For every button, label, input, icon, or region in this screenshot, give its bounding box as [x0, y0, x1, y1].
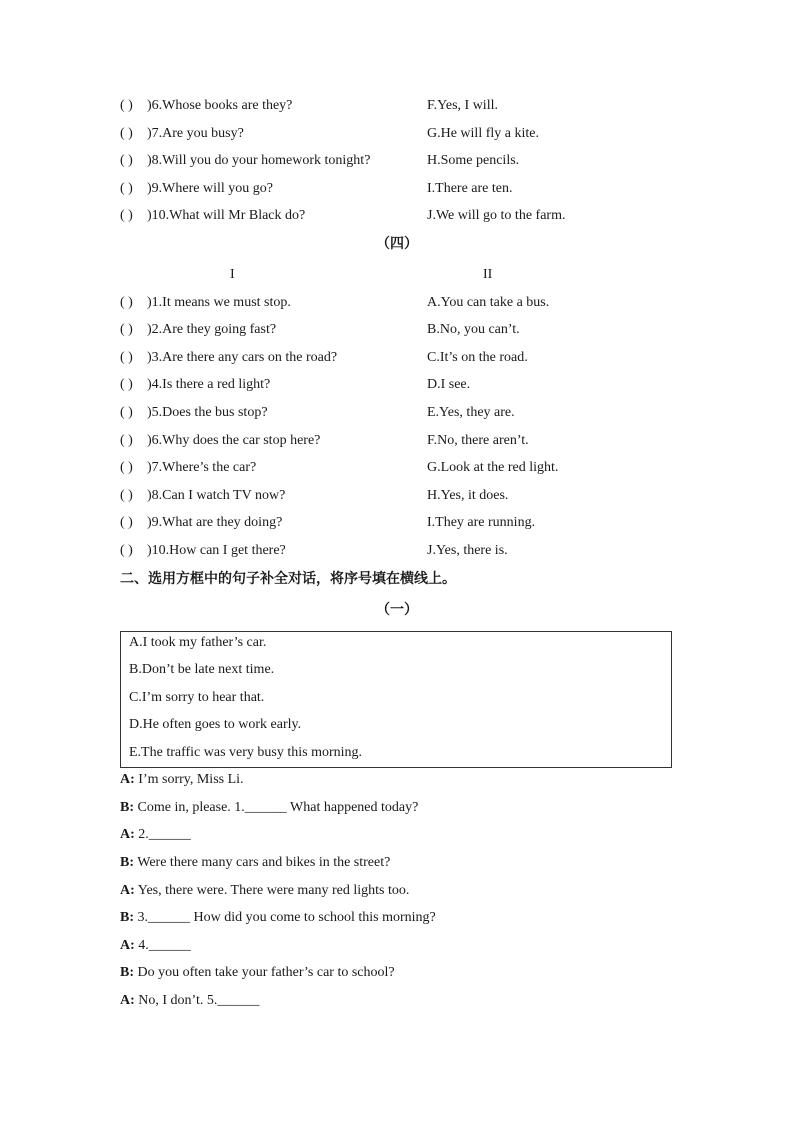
answer-blank[interactable]: ( ) [120, 350, 133, 365]
question-text: )6.Why does the car stop here? [147, 433, 321, 448]
answer-blank[interactable]: ( ) [120, 377, 133, 392]
answer-blank[interactable]: ( ) [120, 295, 133, 310]
option-item: D.He often goes to work early. [129, 717, 302, 732]
dialogue-text: Were there many cars and bikes in the street? [134, 855, 391, 870]
dialogue-text: 2.______ [134, 827, 191, 842]
dialogue-line [120, 824, 191, 846]
answer-option: B.No, you can’t. [427, 322, 520, 337]
question-text: )5.Does the bus stop? [147, 405, 268, 420]
match-row [120, 457, 680, 479]
question-text: )10.How can I get there? [147, 543, 286, 558]
answer-option: I.They are running. [427, 515, 536, 530]
match-row [120, 205, 680, 227]
speaker-label: B: [120, 800, 134, 815]
match-row [120, 485, 680, 507]
dialogue-text: 4.______ [134, 938, 191, 953]
question-text: )3.Are there any cars on the road? [147, 350, 338, 365]
answer-blank[interactable]: ( ) [120, 98, 133, 113]
answer-option: H.Yes, it does. [427, 488, 509, 503]
speaker-label: A: [120, 938, 135, 953]
column-header-2: II [483, 267, 493, 282]
match-row [120, 95, 680, 117]
speaker-label: A: [120, 883, 135, 898]
speaker-label: A: [120, 993, 135, 1008]
sub-heading: （一） [376, 602, 418, 618]
question-text: )7.Where’s the car? [147, 460, 257, 475]
answer-option: A.You can take a bus. [427, 295, 550, 310]
answer-blank[interactable]: ( ) [120, 433, 133, 448]
answer-option: H.Some pencils. [427, 153, 520, 168]
dialogue-line [120, 769, 244, 791]
question-text: )2.Are they going fast? [147, 322, 277, 337]
dialogue-text: Do you often take your father’s car to school? [134, 965, 395, 980]
answer-option: J.We will go to the farm. [427, 208, 566, 223]
dialogue-text: Come in, please. 1.______ What happened today? [134, 800, 419, 815]
dialogue-text: No, I don’t. 5.______ [134, 993, 260, 1008]
dialogue-line [120, 990, 259, 1012]
answer-option: F.No, there aren’t. [427, 433, 529, 448]
dialogue-line [120, 935, 191, 957]
answer-option: G.Look at the red light. [427, 460, 559, 475]
answer-blank[interactable]: ( ) [120, 488, 133, 503]
question-text: )6.Whose books are they? [147, 98, 293, 113]
answer-option: J.Yes, there is. [427, 543, 508, 558]
match-row [120, 347, 680, 369]
answer-blank[interactable]: ( ) [120, 126, 133, 141]
question-text: )4.Is there a red light? [147, 377, 271, 392]
question-text: )1.It means we must stop. [147, 295, 291, 310]
answer-blank[interactable]: ( ) [120, 181, 133, 196]
answer-option: E.Yes, they are. [427, 405, 515, 420]
answer-blank[interactable]: ( ) [120, 543, 133, 558]
option-item: A.I took my father’s car. [129, 635, 267, 650]
dialogue-line [120, 907, 436, 929]
match-row [120, 374, 680, 396]
match-row [120, 402, 680, 424]
match-row [120, 319, 680, 341]
dialogue-line [120, 880, 409, 902]
question-text: )8.Will you do your homework tonight? [147, 153, 371, 168]
answer-option: G.He will fly a kite. [427, 126, 539, 141]
answer-option: C.It’s on the road. [427, 350, 528, 365]
dialogue-text: I’m sorry, Miss Li. [134, 772, 244, 787]
answer-blank[interactable]: ( ) [120, 515, 133, 530]
dialogue-line [120, 852, 390, 874]
answer-blank[interactable]: ( ) [120, 208, 133, 223]
options-box [120, 631, 672, 768]
answer-option: F.Yes, I will. [427, 98, 498, 113]
dialogue-text: 3.______ How did you come to school this morning? [134, 910, 436, 925]
option-item: C.I’m sorry to hear that. [129, 690, 265, 705]
answer-blank[interactable]: ( ) [120, 405, 133, 420]
match-row [120, 540, 680, 562]
question-text: )7.Are you busy? [147, 126, 244, 141]
section-title: 二、选用方框中的句子补全对话，将序号填在横线上。 [120, 571, 456, 587]
dialogue-line [120, 962, 395, 984]
option-item: B.Don’t be late next time. [129, 662, 275, 677]
option-item: E.The traffic was very busy this morning. [129, 745, 363, 760]
speaker-label: B: [120, 855, 134, 870]
match-row [120, 123, 680, 145]
speaker-label: A: [120, 827, 135, 842]
question-text: )8.Can I watch TV now? [147, 488, 286, 503]
answer-option: D.I see. [427, 377, 471, 392]
speaker-label: B: [120, 965, 134, 980]
match-row [120, 512, 680, 534]
speaker-label: B: [120, 910, 134, 925]
match-row [120, 178, 680, 200]
answer-option: I.There are ten. [427, 181, 513, 196]
question-text: )9.What are they doing? [147, 515, 283, 530]
part-heading: （四） [376, 236, 418, 252]
answer-blank[interactable]: ( ) [120, 322, 133, 337]
speaker-label: A: [120, 772, 135, 787]
question-text: )9.Where will you go? [147, 181, 273, 196]
question-text: )10.What will Mr Black do? [147, 208, 306, 223]
column-header-1: I [230, 267, 235, 282]
dialogue-text: Yes, there were. There were many red lights too. [134, 883, 410, 898]
answer-blank[interactable]: ( ) [120, 460, 133, 475]
match-row [120, 150, 680, 172]
answer-blank[interactable]: ( ) [120, 153, 133, 168]
match-row [120, 292, 680, 314]
dialogue-line [120, 797, 418, 819]
match-row [120, 430, 680, 452]
